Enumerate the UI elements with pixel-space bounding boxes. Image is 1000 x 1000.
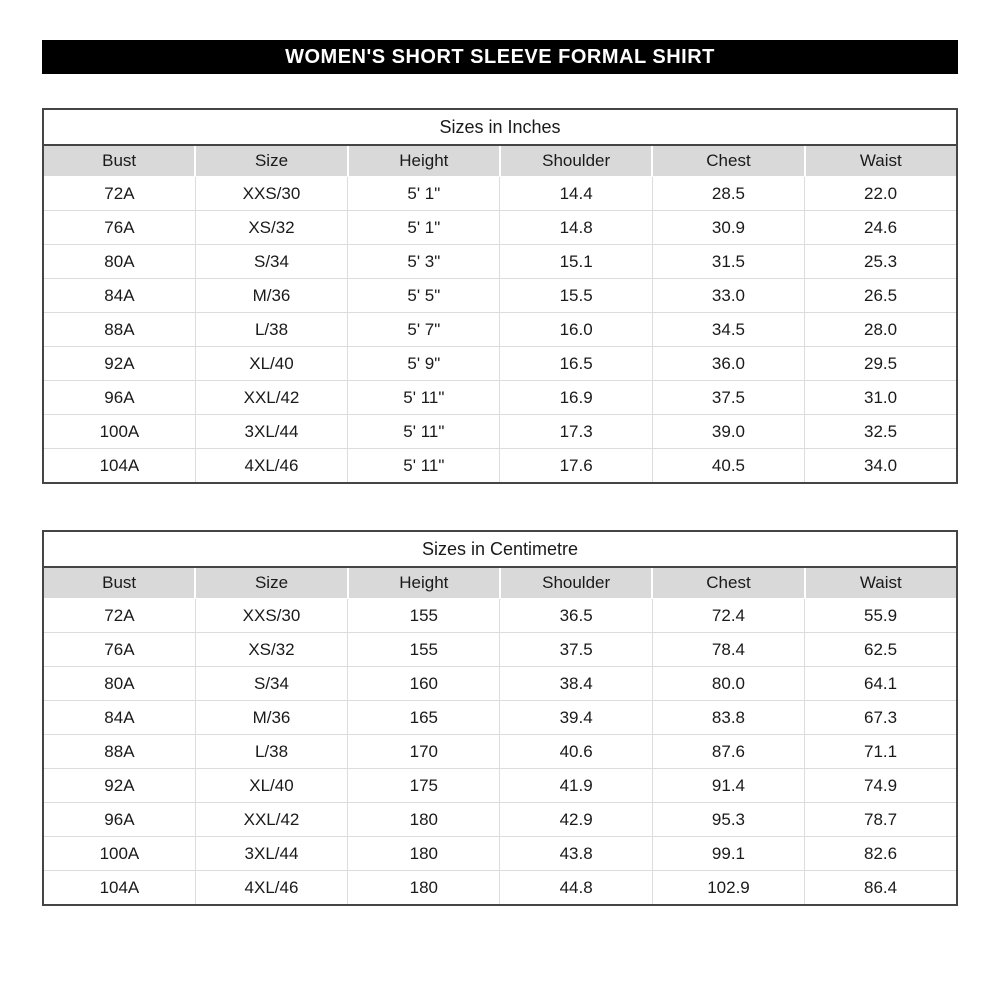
table-cell: 100A: [43, 837, 195, 871]
table-cell: 160: [348, 667, 500, 701]
table-cell: 34.0: [805, 449, 957, 484]
table-cell: 180: [348, 803, 500, 837]
column-header: Size: [195, 145, 347, 177]
table-cell: 155: [348, 599, 500, 633]
table-cell: 15.5: [500, 279, 652, 313]
table-cell: XXS/30: [195, 177, 347, 211]
table-cell: 43.8: [500, 837, 652, 871]
table-cell: M/36: [195, 701, 347, 735]
table-cell: L/38: [195, 735, 347, 769]
table-row: [43, 871, 957, 906]
column-header: Waist: [805, 145, 957, 177]
column-header: Shoulder: [500, 567, 652, 599]
table-cell: 96A: [43, 381, 195, 415]
table-cell: 80A: [43, 667, 195, 701]
table-cell: 40.5: [652, 449, 804, 484]
table-cell: 104A: [43, 449, 195, 484]
table-cell: 16.0: [500, 313, 652, 347]
table-cell: 100A: [43, 415, 195, 449]
table-row: [43, 211, 957, 245]
table-cell: 95.3: [652, 803, 804, 837]
column-header: Bust: [43, 567, 195, 599]
table-cell: 28.0: [805, 313, 957, 347]
table-cell: 175: [348, 769, 500, 803]
table-cell: 31.5: [652, 245, 804, 279]
table-cell: 76A: [43, 633, 195, 667]
table-cell: 5' 9": [348, 347, 500, 381]
table-cell: 40.6: [500, 735, 652, 769]
table-cell: XL/40: [195, 347, 347, 381]
table-row: [43, 769, 957, 803]
table-header-row: [43, 145, 957, 177]
column-header: Waist: [805, 567, 957, 599]
table-cell: 71.1: [805, 735, 957, 769]
table-cell: 26.5: [805, 279, 957, 313]
table-cell: 78.7: [805, 803, 957, 837]
table-cell: 62.5: [805, 633, 957, 667]
table-cell: 165: [348, 701, 500, 735]
table-cell: 32.5: [805, 415, 957, 449]
size-table: [42, 108, 958, 484]
table-cell: 74.9: [805, 769, 957, 803]
table-cell: 86.4: [805, 871, 957, 906]
table-cell: 29.5: [805, 347, 957, 381]
table-cell: 80.0: [652, 667, 804, 701]
table-cell: 180: [348, 837, 500, 871]
table-cell: 39.0: [652, 415, 804, 449]
column-header: Height: [348, 145, 500, 177]
product-title-banner: [42, 40, 958, 74]
column-header: Chest: [652, 145, 804, 177]
table-cell: 3XL/44: [195, 837, 347, 871]
table-cell: 37.5: [652, 381, 804, 415]
table-cell: 5' 11": [348, 381, 500, 415]
table-cell: 42.9: [500, 803, 652, 837]
table-cell: 36.0: [652, 347, 804, 381]
table-row: [43, 667, 957, 701]
table-cell: 104A: [43, 871, 195, 906]
table-cell: 72A: [43, 599, 195, 633]
table-title-row: [43, 109, 957, 145]
table-cell: 34.5: [652, 313, 804, 347]
table-cell: 28.5: [652, 177, 804, 211]
table-cell: 4XL/46: [195, 871, 347, 906]
table-cell: 55.9: [805, 599, 957, 633]
table-cell: XS/32: [195, 633, 347, 667]
table-row: [43, 735, 957, 769]
table-cell: 84A: [43, 279, 195, 313]
table-cell: 170: [348, 735, 500, 769]
table-cell: XXS/30: [195, 599, 347, 633]
table-row: [43, 449, 957, 484]
table-cell: XL/40: [195, 769, 347, 803]
table-cell: 92A: [43, 347, 195, 381]
table-cell: 37.5: [500, 633, 652, 667]
table-cell: 180: [348, 871, 500, 906]
table-row: [43, 633, 957, 667]
table-row: [43, 313, 957, 347]
table-cell: 4XL/46: [195, 449, 347, 484]
table-cell: 91.4: [652, 769, 804, 803]
size-table-inches-section: [42, 108, 958, 484]
table-row: [43, 803, 957, 837]
table-cell: 5' 11": [348, 415, 500, 449]
table-cell: 5' 7": [348, 313, 500, 347]
table-cell: XXL/42: [195, 381, 347, 415]
table-cell: 16.5: [500, 347, 652, 381]
column-header: Chest: [652, 567, 804, 599]
table-title: Sizes in Inches: [43, 109, 957, 145]
table-cell: 99.1: [652, 837, 804, 871]
table-cell: 36.5: [500, 599, 652, 633]
column-header: Size: [195, 567, 347, 599]
table-cell: 16.9: [500, 381, 652, 415]
table-cell: 25.3: [805, 245, 957, 279]
table-cell: 3XL/44: [195, 415, 347, 449]
table-header-row: [43, 567, 957, 599]
table-cell: 24.6: [805, 211, 957, 245]
table-row: [43, 177, 957, 211]
table-row: [43, 415, 957, 449]
table-row: [43, 347, 957, 381]
size-table-centimetre-section: [42, 530, 958, 906]
table-cell: 30.9: [652, 211, 804, 245]
table-cell: S/34: [195, 667, 347, 701]
column-header: Height: [348, 567, 500, 599]
table-cell: 80A: [43, 245, 195, 279]
table-cell: 41.9: [500, 769, 652, 803]
product-title: WOMEN'S SHORT SLEEVE FORMAL SHIRT: [285, 45, 715, 68]
table-cell: 22.0: [805, 177, 957, 211]
table-cell: 33.0: [652, 279, 804, 313]
table-row: [43, 599, 957, 633]
table-cell: 17.3: [500, 415, 652, 449]
table-cell: 5' 1": [348, 211, 500, 245]
table-cell: 44.8: [500, 871, 652, 906]
table-cell: 96A: [43, 803, 195, 837]
table-cell: 78.4: [652, 633, 804, 667]
table-cell: 39.4: [500, 701, 652, 735]
table-title-row: [43, 531, 957, 567]
table-cell: 5' 11": [348, 449, 500, 484]
table-cell: 17.6: [500, 449, 652, 484]
table-cell: 64.1: [805, 667, 957, 701]
table-cell: 31.0: [805, 381, 957, 415]
table-cell: XXL/42: [195, 803, 347, 837]
table-cell: 88A: [43, 735, 195, 769]
table-cell: 5' 1": [348, 177, 500, 211]
table-cell: 102.9: [652, 871, 804, 906]
table-row: [43, 701, 957, 735]
table-cell: XS/32: [195, 211, 347, 245]
table-row: [43, 245, 957, 279]
table-cell: 5' 5": [348, 279, 500, 313]
table-row: [43, 837, 957, 871]
table-cell: 88A: [43, 313, 195, 347]
table-cell: L/38: [195, 313, 347, 347]
column-header: Shoulder: [500, 145, 652, 177]
table-cell: 14.8: [500, 211, 652, 245]
table-cell: 82.6: [805, 837, 957, 871]
table-cell: S/34: [195, 245, 347, 279]
table-row: [43, 381, 957, 415]
table-cell: 38.4: [500, 667, 652, 701]
size-table: [42, 530, 958, 906]
table-cell: 14.4: [500, 177, 652, 211]
column-header: Bust: [43, 145, 195, 177]
table-cell: 72A: [43, 177, 195, 211]
table-cell: 76A: [43, 211, 195, 245]
table-cell: 155: [348, 633, 500, 667]
table-cell: 87.6: [652, 735, 804, 769]
table-cell: 5' 3": [348, 245, 500, 279]
table-cell: 67.3: [805, 701, 957, 735]
table-cell: 83.8: [652, 701, 804, 735]
table-row: [43, 279, 957, 313]
table-cell: 92A: [43, 769, 195, 803]
table-cell: 15.1: [500, 245, 652, 279]
table-title: Sizes in Centimetre: [43, 531, 957, 567]
table-cell: 72.4: [652, 599, 804, 633]
table-cell: M/36: [195, 279, 347, 313]
table-cell: 84A: [43, 701, 195, 735]
